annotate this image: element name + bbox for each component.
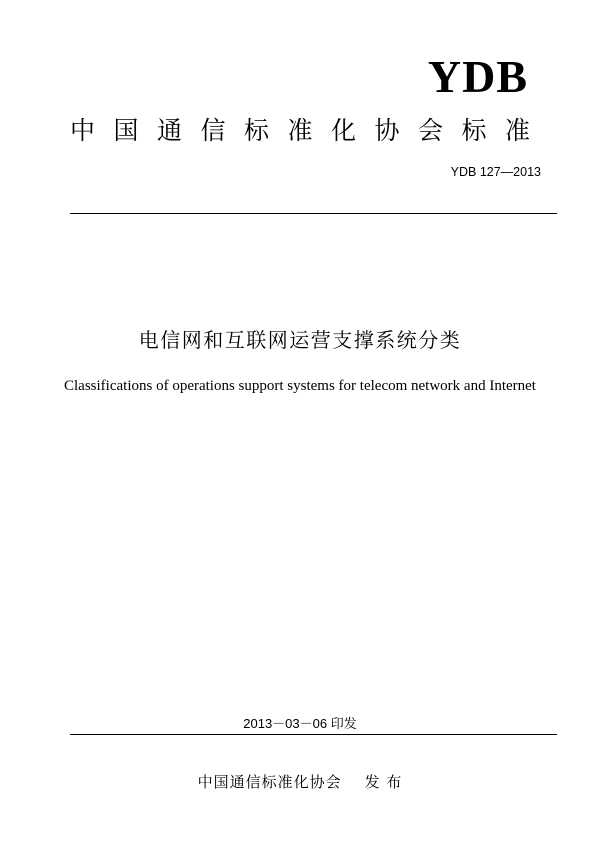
top-divider (70, 213, 557, 214)
ydb-logo: YDB (427, 51, 528, 102)
document-title-english: Classifications of operations support systems for telecom network and Internet (64, 378, 536, 394)
document-title-chinese: 电信网和互联网运营支撑系统分类 (138, 328, 462, 352)
publisher: 中国通信标准化协会 发 布 (197, 773, 403, 791)
bottom-divider (70, 734, 557, 735)
standard-number: YDB 127—2013 (450, 165, 541, 179)
issue-date: 2013－03－06 印发 (243, 716, 357, 731)
association-title: 中国通信标准化协会标准 (70, 116, 549, 145)
